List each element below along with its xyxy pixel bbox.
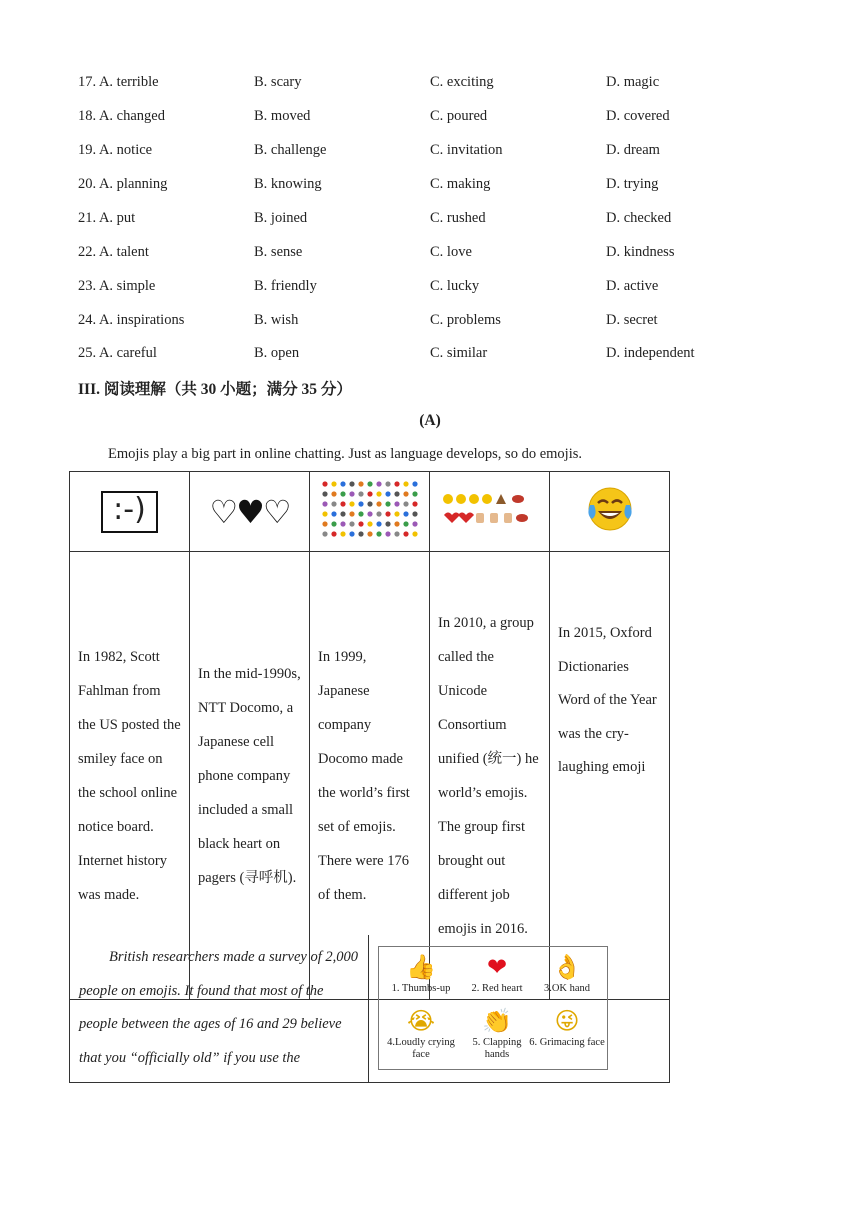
thumbs-up-icon: 👍 — [406, 953, 436, 981]
emoji-item-ok-hand — [529, 953, 605, 995]
option-c: C. rushed — [430, 210, 486, 226]
grid-emoji-dot — [349, 511, 354, 516]
grid-emoji-dot — [349, 481, 354, 486]
grid-emoji-dot — [376, 501, 381, 506]
grid-emoji-dot — [403, 531, 408, 536]
grid-emoji-dot — [376, 481, 381, 486]
question-row-19 — [78, 142, 778, 162]
option-a: 20. A. planning — [78, 176, 168, 192]
option-a: 17. A. terrible — [78, 74, 159, 90]
survey-text: British researchers made a survey of 2,000 people on emojis. It found that most of the people between the ages of 16 and 29 believe that you “officially old” if you use the — [79, 949, 359, 1066]
question-row-17 — [78, 74, 778, 94]
grid-emoji-dot — [412, 521, 417, 526]
grid-emoji-dot — [349, 501, 354, 506]
grid-emoji-dot — [403, 481, 408, 486]
survey-section — [69, 935, 670, 1083]
emoji-item-loudly-crying — [383, 1007, 459, 1061]
question-row-24 — [78, 312, 778, 332]
grid-emoji-dot — [394, 501, 399, 506]
timeline-1982: In 1982, Scott Fahlman from the US posted the smiley face on the school online notice board. Internet history was made. — [70, 552, 190, 1000]
grid-emoji-dot — [367, 521, 372, 526]
grid-emoji-dot — [385, 501, 390, 506]
unicode-emoji-row-icon — [440, 489, 540, 529]
grid-emoji-dot — [331, 521, 336, 526]
option-d: D. independent — [606, 345, 695, 361]
emoji-label: 1. Thumbs-up — [391, 983, 451, 994]
grid-emoji-dot — [367, 531, 372, 536]
option-a: 23. A. simple — [78, 278, 156, 294]
grid-emoji-dot — [412, 501, 417, 506]
option-b: B. wish — [254, 312, 299, 328]
grid-emoji-dot — [322, 511, 327, 516]
grid-emoji-dot — [403, 521, 408, 526]
grid-emoji-dot — [358, 511, 363, 516]
grid-emoji-dot — [385, 491, 390, 496]
grid-emoji-dot — [394, 511, 399, 516]
grid-emoji-dot — [331, 511, 336, 516]
question-row-21 — [78, 210, 778, 230]
grid-emoji-dot — [322, 521, 327, 526]
grid-emoji-dot — [403, 491, 408, 496]
option-d: D. kindness — [606, 244, 675, 260]
grid-emoji-dot — [412, 511, 417, 516]
grid-emoji-dot — [322, 531, 327, 536]
option-c: C. lucky — [430, 278, 480, 294]
grid-emoji-dot — [376, 531, 381, 536]
emoji-timeline-table — [69, 471, 670, 1000]
grid-emoji-dot — [358, 531, 363, 536]
section-title: III. 阅读理解（共 30 小题；满分 35 分） — [78, 381, 352, 398]
emoji-label: 5. Clapping hands — [472, 1037, 522, 1060]
grid-emoji-dot — [331, 531, 336, 536]
emoji-item-clapping-hands — [459, 1007, 535, 1061]
passage-label: (A) — [419, 412, 441, 429]
grid-emoji-dot — [358, 501, 363, 506]
grid-emoji-dot — [367, 501, 372, 506]
grid-emoji-dot — [331, 481, 336, 486]
option-a: 22. A. talent — [78, 244, 149, 260]
grid-emoji-dot — [394, 481, 399, 486]
grimacing-face-icon: 😜 — [554, 1007, 580, 1035]
grid-emoji-dot — [394, 521, 399, 526]
grid-emoji-dot — [358, 491, 363, 496]
option-c: C. problems — [430, 312, 501, 328]
grid-emoji-dot — [340, 501, 345, 506]
grid-emoji-dot — [349, 531, 354, 536]
emoji-label: 3.OK hand — [543, 983, 591, 994]
grid-emoji-dot — [331, 501, 336, 506]
grid-emoji-dot — [349, 491, 354, 496]
option-d: D. trying — [606, 176, 659, 192]
emoji-set-image-cell — [310, 472, 430, 552]
emoji-grid-icon — [320, 479, 420, 539]
option-a: 19. A. notice — [78, 142, 153, 158]
emoji-label: 6. Grimacing face — [529, 1037, 605, 1048]
grid-emoji-dot — [331, 491, 336, 496]
grid-emoji-dot — [340, 531, 345, 536]
grid-emoji-dot — [376, 491, 381, 496]
grid-emoji-dot — [376, 511, 381, 516]
option-d: D. dream — [606, 142, 660, 158]
unicode-emojis-image-cell — [430, 472, 550, 552]
grid-emoji-dot — [403, 511, 408, 516]
grid-emoji-dot — [367, 491, 372, 496]
red-heart-icon: ❤ — [486, 953, 508, 981]
grid-emoji-dot — [358, 521, 363, 526]
ok-hand-icon: 👌 — [552, 953, 582, 981]
grid-emoji-dot — [340, 521, 345, 526]
hearts-icon: ♡♥♡ — [209, 492, 290, 531]
option-b: B. open — [254, 345, 300, 361]
grid-emoji-dot — [376, 521, 381, 526]
clapping-hands-icon: 👏 — [482, 1007, 512, 1035]
timeline-1990s: In the mid-1990s, NTT Docomo, a Japanese cell phone company included a small black heart on pagers (寻呼机). — [190, 552, 310, 1000]
option-c: C. love — [430, 244, 472, 260]
option-b: B. joined — [254, 210, 308, 226]
option-d: D. active — [606, 278, 659, 294]
option-a: 25. A. careful — [78, 345, 157, 361]
grid-emoji-dot — [322, 491, 327, 496]
timeline-2015: In 2015, Oxford Dictionaries Word of the Year was the cry-laughing emoji — [550, 552, 670, 1000]
grid-emoji-dot — [340, 511, 345, 516]
question-row-22 — [78, 244, 778, 264]
option-b: B. sense — [254, 244, 303, 260]
emoji-item-red-heart — [459, 953, 535, 995]
grid-emoji-dot — [385, 521, 390, 526]
grid-emoji-dot — [412, 481, 417, 486]
option-b: B. friendly — [254, 278, 317, 294]
grid-emoji-dot — [340, 491, 345, 496]
option-d: D. covered — [606, 108, 670, 124]
cry-laughing-image-cell — [550, 472, 670, 552]
grid-emoji-dot — [322, 481, 327, 486]
question-row-23 — [78, 278, 778, 298]
smiley-text-icon: :-) — [101, 491, 158, 533]
option-d: D. magic — [606, 74, 660, 90]
option-c: C. poured — [430, 108, 488, 124]
grid-emoji-dot — [385, 531, 390, 536]
emoji-label: 2. Red heart — [471, 983, 523, 994]
grid-emoji-dot — [367, 511, 372, 516]
grid-emoji-dot — [385, 481, 390, 486]
emoji-item-thumbs-up — [383, 953, 459, 995]
column-divider — [368, 935, 369, 1082]
passage-intro: Emojis play a big part in online chatting. Just as language develops, so do emojis. — [108, 446, 582, 462]
timeline-2010: In 2010, a group called the Unicode Consortium unified (统一) he world’s emojis. The group first brought out different job emojis in 2016. — [430, 552, 550, 1000]
grid-emoji-dot — [322, 501, 327, 506]
loudly-crying-face-icon: 😭 — [406, 1007, 436, 1035]
grid-emoji-dot — [340, 481, 345, 486]
option-d: D. secret — [606, 312, 658, 328]
smiley-image-cell — [70, 472, 190, 552]
question-row-20 — [78, 176, 778, 196]
option-c: C. making — [430, 176, 491, 192]
grid-emoji-dot — [367, 481, 372, 486]
option-a: 18. A. changed — [78, 108, 165, 124]
hearts-image-cell — [190, 472, 310, 552]
grid-emoji-dot — [385, 511, 390, 516]
option-c: C. invitation — [430, 142, 503, 158]
survey-paragraph — [79, 941, 361, 1075]
cry-laughing-icon — [586, 485, 634, 533]
grid-emoji-dot — [412, 531, 417, 536]
grid-emoji-dot — [394, 491, 399, 496]
option-d: D. checked — [606, 210, 672, 226]
grid-emoji-dot — [412, 491, 417, 496]
grid-emoji-dot — [358, 481, 363, 486]
emoji-item-grimacing — [529, 1007, 605, 1049]
grid-emoji-dot — [349, 521, 354, 526]
grid-emoji-dot — [403, 501, 408, 506]
option-b: B. moved — [254, 108, 311, 124]
popular-emojis-box — [378, 946, 608, 1070]
option-a: 24. A. inspirations — [78, 312, 185, 328]
option-b: B. challenge — [254, 142, 327, 158]
emoji-label: 4.Loudly crying face — [387, 1037, 455, 1060]
option-b: B. scary — [254, 74, 302, 90]
question-row-18 — [78, 108, 778, 128]
option-a: 21. A. put — [78, 210, 136, 226]
option-b: B. knowing — [254, 176, 322, 192]
option-c: C. exciting — [430, 74, 494, 90]
question-row-25 — [78, 345, 778, 365]
grid-emoji-dot — [394, 531, 399, 536]
timeline-1999: In 1999, Japanese company Docomo made the world’s first set of emojis. There were 176 of them. — [310, 552, 430, 1000]
option-c: C. similar — [430, 345, 488, 361]
